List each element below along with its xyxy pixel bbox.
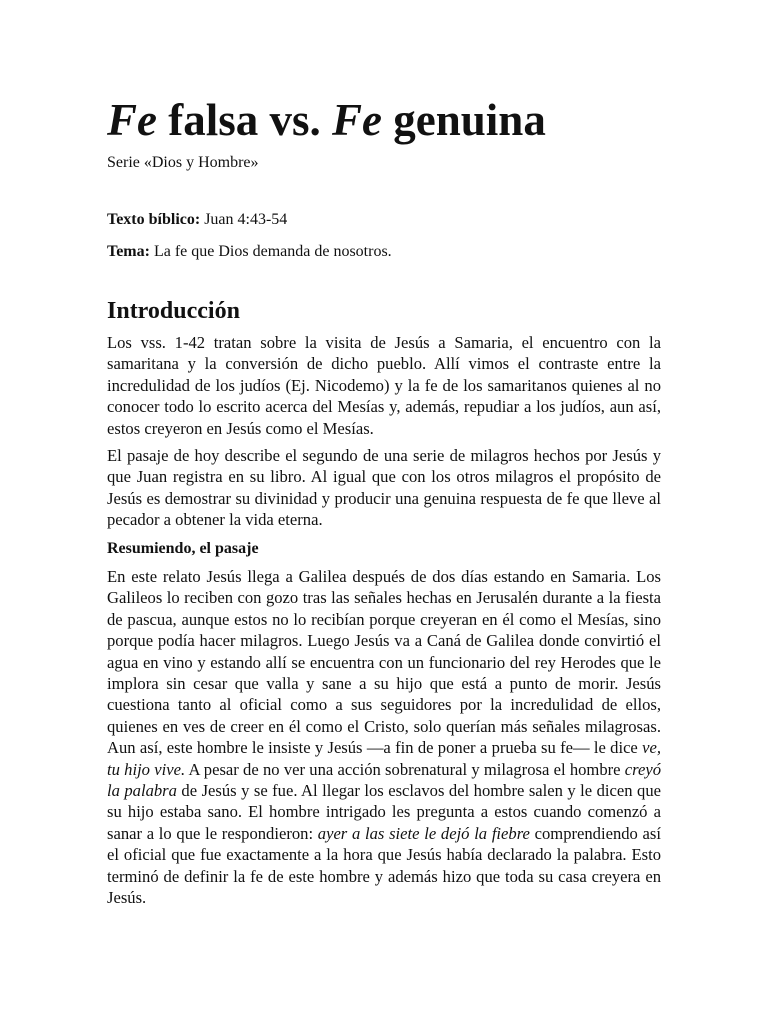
title-segment-falsa: falsa vs. — [157, 95, 333, 145]
theme-label: Tema: — [107, 243, 150, 260]
summary-italic-quote-1: ve, tu hijo vive. — [107, 738, 661, 779]
title-word-fe-1: Fe — [107, 95, 157, 145]
theme-line — [107, 242, 392, 262]
theme-value: La fe que Dios demanda de nosotros. — [149, 243, 392, 260]
summary-italic-quote-2: creyó la palabra — [107, 759, 662, 801]
title-word-fe-2: Fe — [332, 95, 383, 145]
summary-text-4: comprendiendo así el oficial que fue exactamente a la hora que Jesús había declarado la palabra. Esto terminó de definir la fe de este hombre y además hizo que toda su casa creyera en Jesús. — [107, 823, 661, 908]
title-segment-genuina: genuina — [382, 95, 546, 145]
series-subtitle: Serie «Dios y Hombre» — [107, 154, 259, 171]
summary-heading: Resumiendo, el pasaje — [107, 540, 259, 557]
intro-paragraph-2: El pasaje de hoy describe el segundo de una serie de milagros hechos por Jesús y que Juan registra en su libro. Al igual que con los otros milagros el propósito de Jesús es demostrar su divinidad y producir una genuina respuesta de fe que lleve al pecador a obtener la vida eterna. — [107, 446, 661, 530]
document-title — [107, 92, 546, 148]
summary-text-3: de Jesús y se fue. Al llegar los esclavos del hombre salen y le dicen que su hijo estaba sano. El hombre intrigado les pregunta a estos cuando comenzó a sanar a lo que le respondieron: — [107, 781, 662, 843]
summary-text-1: En este relato Jesús llega a Galilea después de dos días estando en Samaria. Los Galileos lo reciben con gozo tras las señales hechas en Jerusalén durante a la fiesta de pascua, aunque estos no lo recibían porque creyeran en él como el Mesías, sino porque podía hacer milagros. Luego Jesús va a Caná de Galilea donde convirtió el agua en vino y estando allí se encuentra con un funcionario del rey Herodes que le implora sin cesar que valla y sane a su hijo que está a punto de morir. Jesús cuestiona tanto al oficial como a sus seguidores por la incredulidad de ellos, quienes en ves de creer en él como el Cristo, solo querían más señales milagrosas. Aun así, este hombre le insiste y Jesús —a fin de poner a prueba su fe— le dice — [107, 567, 661, 758]
bible-text-value: Juan 4:43-54 — [200, 211, 288, 228]
summary-paragraph — [107, 566, 661, 909]
summary-italic-quote-3: ayer a las siete le dejó la fiebre — [317, 823, 530, 843]
bible-text-line — [107, 210, 287, 230]
bible-text-label: Texto bíblico: — [107, 211, 201, 228]
intro-heading: Introducción — [107, 298, 240, 324]
summary-text-2: A pesar de no ver una acción sobrenatural y milagrosa el hombre — [185, 759, 625, 779]
intro-paragraph-1: Los vss. 1-42 tratan sobre la visita de Jesús a Samaria, el encuentro con la samaritana y la conversión de dicho pueblo. Allí vimos el contraste entre la incredulidad de los judíos (Ej. Nicodemo) y la fe de los samaritanos quienes al no conocer todo lo escrito acerca del Mesías y, además, repudiar a los judíos, aun así, estos creyeron en Jesús como el Mesías. — [107, 333, 661, 438]
